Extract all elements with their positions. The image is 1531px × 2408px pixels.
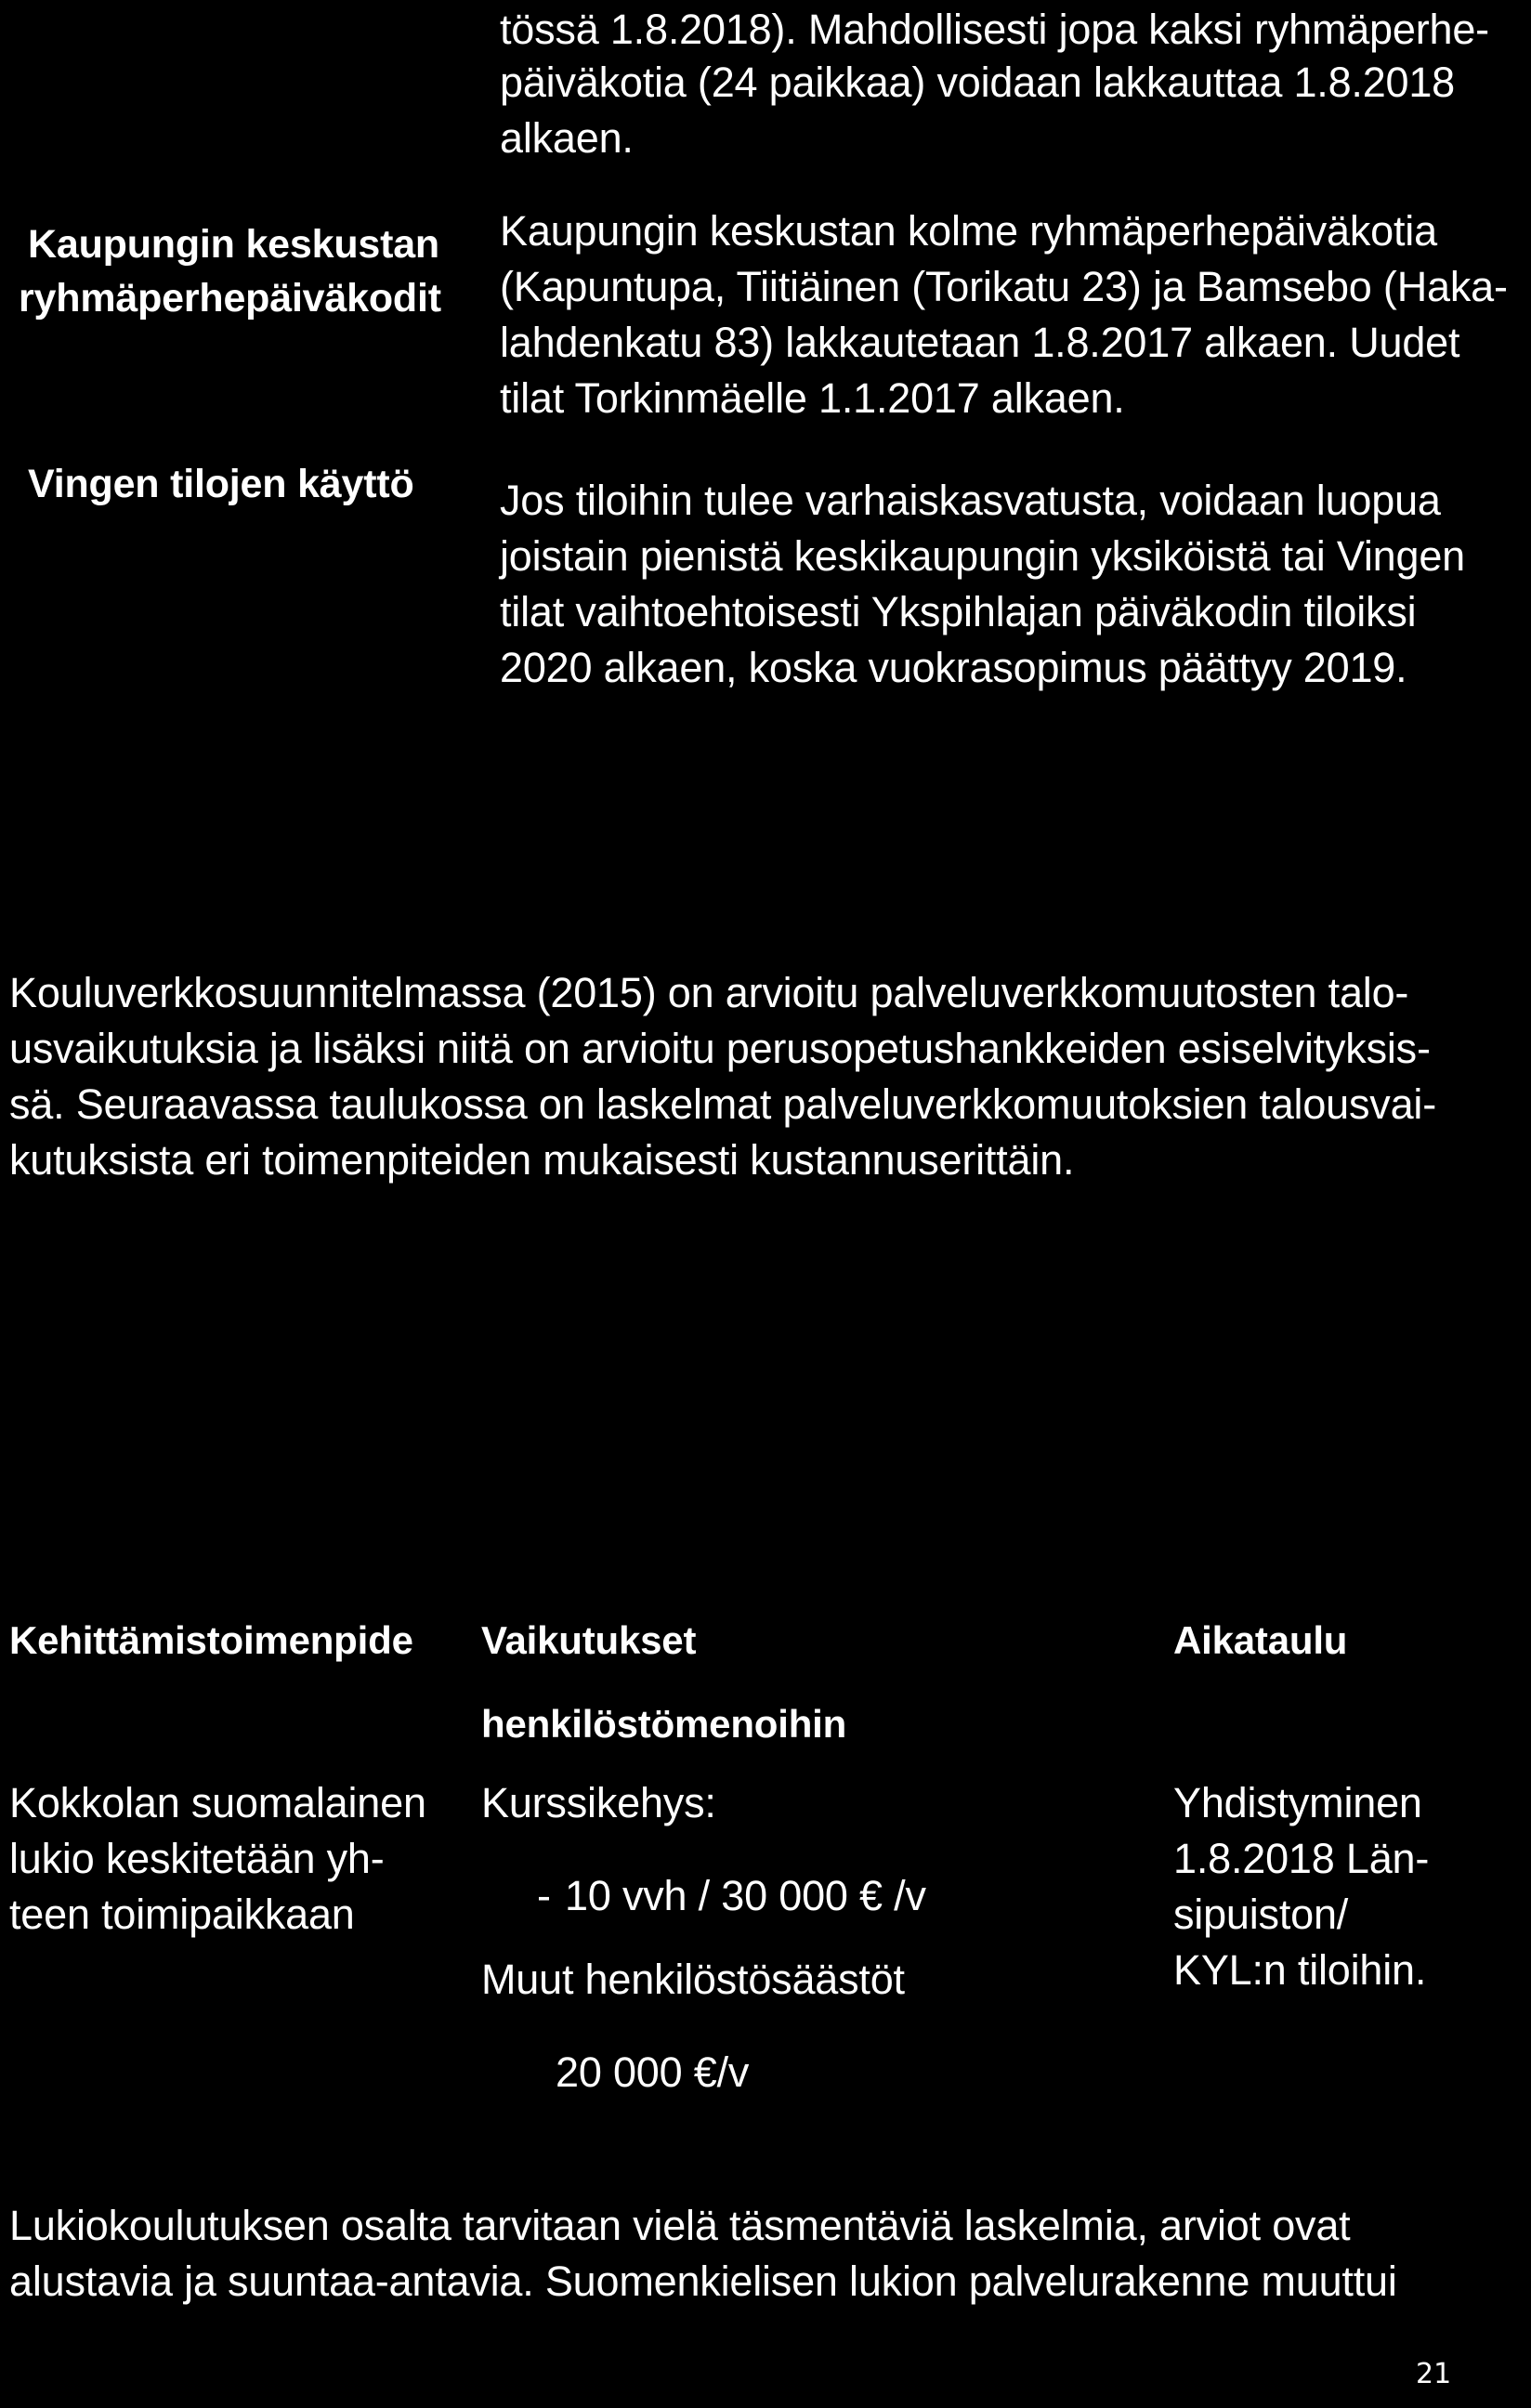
section-heading: ryhmäperhepäiväkodit: [19, 276, 441, 321]
text-line: päiväkotia (24 paikkaa) voidaan lakkauttaa 1.8.2018: [500, 59, 1456, 106]
table-cell-schedule: Yhdistyminen: [1173, 1779, 1422, 1826]
text-line: (Kapuntupa, Tiitiäinen (Torikatu 23) ja Bamsebo (Haka-: [500, 263, 1508, 310]
table-cell-schedule: sipuiston/: [1173, 1891, 1349, 1938]
table-cell-effects-item: 10 vvh / 30 000 € /v: [565, 1872, 926, 1919]
table-cell-action: teen toimipaikkaan: [9, 1891, 355, 1938]
text-line: Kaupungin keskustan kolme ryhmäperhepäiväkotia: [500, 207, 1437, 255]
text-line: Kouluverkkosuunnitelmassa (2015) on arvioitu palveluverkkomuutosten talo-: [9, 969, 1409, 1016]
text-line: tilat vaihtoehtoisesti Ykspihlajan päiväkodin tiloiksi: [500, 588, 1417, 635]
table-header-action: Kehittämistoimenpide: [9, 1618, 413, 1662]
text-line: Lukiokoulutuksen osalta tarvitaan vielä täsmentäviä laskelmia, arviot ovat: [9, 2202, 1351, 2249]
page-number: 21: [1416, 2358, 1452, 2390]
table-header-effects: henkilöstömenoihin: [481, 1702, 847, 1746]
text-line: sä. Seuraavassa taulukossa on laskelmat palveluverkkomuutoksien talousvai-: [9, 1080, 1437, 1128]
text-line: alkaen.: [500, 114, 634, 162]
text-line: lahdenkatu 83) lakkautetaan 1.8.2017 alkaen. Uudet: [500, 319, 1460, 366]
table-header-schedule: Aikataulu: [1173, 1618, 1348, 1662]
text-line: usvaikutuksia ja lisäksi niitä on arvioitu perusopetushankkeiden esiselvityksis-: [9, 1025, 1431, 1072]
text-line: tilat Torkinmäelle 1.1.2017 alkaen.: [500, 374, 1125, 422]
section-heading: Kaupungin keskustan: [28, 222, 439, 267]
text-line: tössä 1.8.2018). Mahdollisesti jopa kaksi ryhmäperhe-: [500, 6, 1489, 53]
text-line: joistain pienistä keskikaupungin yksiköistä tai Vingen: [500, 532, 1465, 580]
section-heading: Vingen tilojen käyttö: [28, 462, 414, 506]
table-cell-effects-other-value: 20 000 €/v: [556, 2048, 750, 2096]
table-cell-action: lukio keskitetään yh-: [9, 1835, 385, 1882]
table-cell-effects-label: Kurssikehys:: [481, 1779, 716, 1826]
table-cell-schedule: 1.8.2018 Län-: [1173, 1835, 1430, 1882]
table-cell-effects-bullet: -: [537, 1872, 551, 1919]
table-cell-action: Kokkolan suomalainen: [9, 1779, 426, 1826]
text-line: alustavia ja suuntaa-antavia. Suomenkielisen lukion palvelurakenne muuttui: [9, 2258, 1397, 2305]
text-line: kutuksista eri toimenpiteiden mukaisesti kustannuserittäin.: [9, 1136, 1075, 1184]
table-cell-effects-other-label: Muut henkilöstösäästöt: [481, 1956, 905, 2003]
table-header-effects: Vaikutukset: [481, 1618, 697, 1662]
text-line: 2020 alkaen, koska vuokrasopimus päättyy 2019.: [500, 644, 1407, 691]
text-line: Jos tiloihin tulee varhaiskasvatusta, voidaan luopua: [500, 477, 1441, 524]
table-cell-schedule: KYL:n tiloihin.: [1173, 1946, 1427, 1994]
